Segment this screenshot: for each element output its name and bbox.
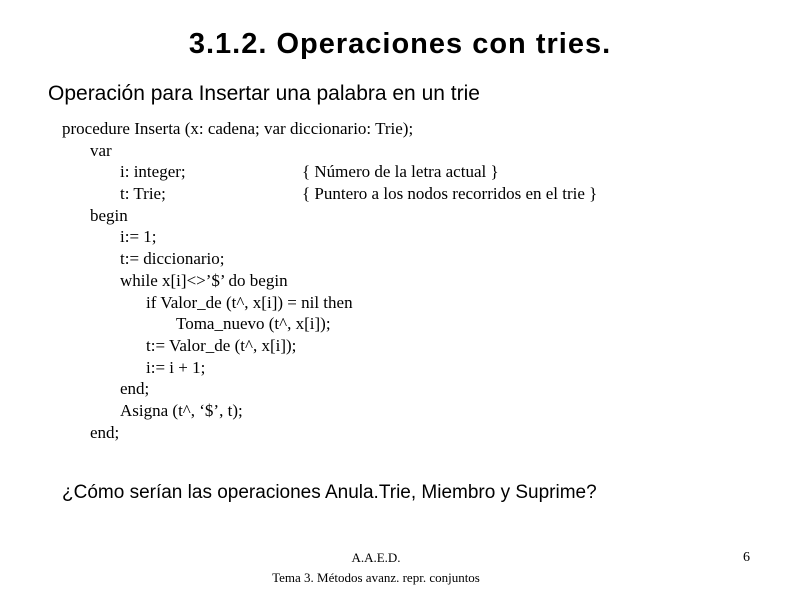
code-text: i:= 1; — [120, 227, 157, 247]
code-text: t:= Valor_de (t^, x[i]); — [146, 335, 297, 355]
code-line — [62, 248, 762, 270]
code-comment: { Número de la letra actual } — [302, 162, 499, 182]
footer-topic: Tema 3. Métodos avanz. repr. conjuntos — [272, 570, 480, 585]
code-line — [62, 270, 762, 292]
code-text: begin — [90, 205, 128, 225]
code-line — [62, 118, 762, 140]
code-line — [62, 161, 762, 183]
footer — [200, 548, 552, 588]
code-comment: { Puntero a los nodos recorridos en el trie } — [302, 184, 598, 204]
code-line — [62, 226, 762, 248]
code-line — [62, 292, 762, 314]
code-line — [62, 140, 762, 162]
code-line — [62, 378, 762, 400]
code-line — [62, 313, 762, 335]
code-text: Toma_nuevo (t^, x[i]); — [176, 314, 331, 334]
code-line — [62, 183, 762, 205]
code-text: end; — [120, 379, 150, 399]
code-line — [62, 422, 762, 444]
code-text: t:= diccionario; — [120, 249, 225, 269]
code-text: t: Trie; — [120, 184, 166, 204]
code-text: i: integer; — [120, 162, 186, 182]
question-text: ¿Cómo serían las operaciones Anula.Trie, Miembro y Suprime? — [62, 482, 597, 503]
code-line — [62, 400, 762, 422]
code-text: procedure Inserta (x: cadena; var diccionario: Trie); — [62, 119, 414, 138]
code-line — [62, 357, 762, 379]
slide-subtitle: Operación para Insertar una palabra en un trie — [48, 82, 480, 105]
code-text: if Valor_de (t^, x[i]) = nil then — [146, 292, 353, 312]
code-text: i:= i + 1; — [146, 357, 206, 377]
footer-course: A.A.E.D. — [351, 550, 401, 565]
slide-title: 3.1.2. Operaciones con tries. — [188, 28, 612, 60]
code-block — [62, 118, 762, 443]
code-line — [62, 205, 762, 227]
code-text: Asigna (t^, ‘$’, t); — [120, 400, 243, 420]
code-text: var — [90, 140, 112, 160]
code-text: while x[i]<>’$’ do begin — [120, 270, 288, 290]
code-text: end; — [90, 422, 120, 442]
page-number: 6 — [743, 550, 750, 565]
code-line — [62, 335, 762, 357]
